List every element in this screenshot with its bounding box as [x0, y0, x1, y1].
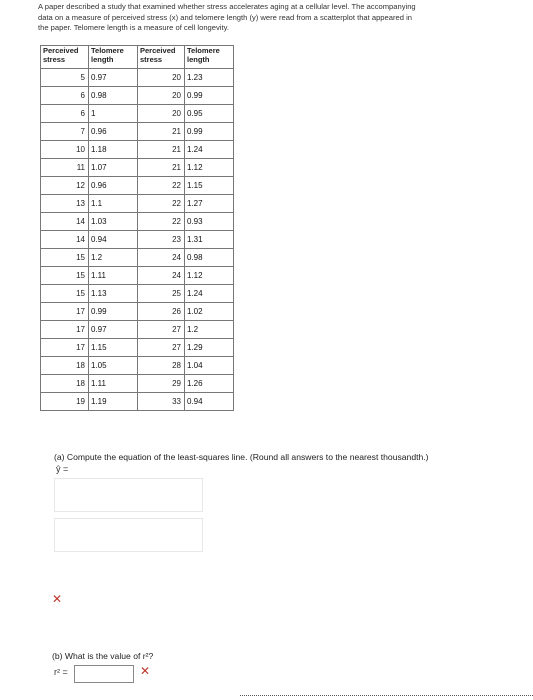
- cell-stress-b: 22: [138, 213, 185, 231]
- table-row: [41, 339, 234, 357]
- cell-length-a: 0.98: [89, 87, 138, 105]
- cell-length-b: 1.15: [185, 177, 234, 195]
- cell-stress-b: 27: [138, 321, 185, 339]
- cell-stress-b: 21: [138, 123, 185, 141]
- cell-length-a: 1.05: [89, 357, 138, 375]
- cell-stress-a: 15: [41, 285, 89, 303]
- data-table: [40, 45, 234, 411]
- intro-line-3: the paper. Telomere length is a measure of cell longevity.: [38, 23, 229, 33]
- cell-length-a: 1.15: [89, 339, 138, 357]
- cell-stress-b: 20: [138, 105, 185, 123]
- table-body: [41, 69, 234, 411]
- answer-box-a1[interactable]: [54, 478, 203, 512]
- incorrect-icon-b: ✕: [140, 664, 151, 678]
- table-row: [41, 231, 234, 249]
- cell-stress-b: 28: [138, 357, 185, 375]
- cell-stress-a: 19: [41, 393, 89, 411]
- table-row: [41, 321, 234, 339]
- cell-length-b: 0.94: [185, 393, 234, 411]
- cell-length-b: 0.99: [185, 87, 234, 105]
- header-length-b: Telomere length: [185, 46, 234, 69]
- header-stress-a: Perceived stress: [41, 46, 89, 69]
- cell-stress-b: 21: [138, 159, 185, 177]
- r2-label: r² =: [54, 667, 68, 677]
- table-row: [41, 87, 234, 105]
- table-row: [41, 375, 234, 393]
- cell-length-b: 1.23: [185, 69, 234, 87]
- cell-stress-b: 20: [138, 69, 185, 87]
- cell-length-a: 1.11: [89, 375, 138, 393]
- cell-stress-a: 18: [41, 357, 89, 375]
- cell-stress-b: 29: [138, 375, 185, 393]
- cell-length-b: 1.24: [185, 141, 234, 159]
- cell-stress-a: 17: [41, 303, 89, 321]
- yhat-label: ŷ =: [56, 464, 69, 474]
- cell-stress-b: 22: [138, 195, 185, 213]
- intro-line-1: A paper described a study that examined whether stress accelerates aging at a cellular level. The accompanying: [38, 2, 416, 11]
- table-row: [41, 357, 234, 375]
- cell-length-a: 0.94: [89, 231, 138, 249]
- cell-length-a: 0.97: [89, 69, 138, 87]
- cell-stress-b: 23: [138, 231, 185, 249]
- cell-stress-b: 27: [138, 339, 185, 357]
- table-row: [41, 177, 234, 195]
- cell-length-b: 1.12: [185, 159, 234, 177]
- cell-length-a: 1: [89, 105, 138, 123]
- cell-stress-a: 17: [41, 321, 89, 339]
- cell-stress-b: 24: [138, 249, 185, 267]
- cell-stress-a: 15: [41, 249, 89, 267]
- question-b: (b) What is the value of r²?: [52, 651, 154, 661]
- cell-length-b: 0.95: [185, 105, 234, 123]
- cell-stress-a: 17: [41, 339, 89, 357]
- header-length-a: Telomere length: [89, 46, 138, 69]
- answer-box-a2[interactable]: [54, 518, 203, 552]
- cell-length-b: 1.2: [185, 321, 234, 339]
- cell-length-b: 1.02: [185, 303, 234, 321]
- table-row: [41, 123, 234, 141]
- cell-stress-a: 6: [41, 87, 89, 105]
- cell-length-a: 1.2: [89, 249, 138, 267]
- cell-stress-b: 26: [138, 303, 185, 321]
- table-row: [41, 69, 234, 87]
- question-a: (a) Compute the equation of the least-squares line. (Round all answers to the nearest thousandth.): [54, 452, 429, 462]
- cell-stress-b: 25: [138, 285, 185, 303]
- problem-intro: [38, 2, 533, 34]
- cell-length-a: 1.11: [89, 267, 138, 285]
- cell-length-b: 1.24: [185, 285, 234, 303]
- cell-length-b: 0.98: [185, 249, 234, 267]
- cell-stress-a: 11: [41, 159, 89, 177]
- cell-stress-a: 18: [41, 375, 89, 393]
- header-stress-b: Perceived stress: [138, 46, 185, 69]
- cell-length-b: 1.04: [185, 357, 234, 375]
- cell-length-a: 0.99: [89, 303, 138, 321]
- cell-stress-a: 5: [41, 69, 89, 87]
- cell-length-b: 1.26: [185, 375, 234, 393]
- cell-stress-b: 24: [138, 267, 185, 285]
- cell-length-a: 1.19: [89, 393, 138, 411]
- table-row: [41, 249, 234, 267]
- cell-length-a: 0.96: [89, 177, 138, 195]
- table-row: [41, 267, 234, 285]
- r2-input[interactable]: [74, 665, 134, 683]
- cell-length-a: 1.1: [89, 195, 138, 213]
- incorrect-icon: ✕: [52, 592, 63, 606]
- table-row: [41, 159, 234, 177]
- cell-length-a: 1.13: [89, 285, 138, 303]
- cell-stress-a: 14: [41, 213, 89, 231]
- cell-length-b: 1.29: [185, 339, 234, 357]
- table-row: [41, 195, 234, 213]
- cell-stress-a: 10: [41, 141, 89, 159]
- cell-length-b: 0.93: [185, 213, 234, 231]
- table-row: [41, 303, 234, 321]
- cell-stress-b: 21: [138, 141, 185, 159]
- cell-stress-a: 12: [41, 177, 89, 195]
- cell-stress-a: 13: [41, 195, 89, 213]
- cell-stress-b: 20: [138, 87, 185, 105]
- cell-stress-a: 15: [41, 267, 89, 285]
- table-row: [41, 105, 234, 123]
- table-row: [41, 213, 234, 231]
- cell-length-b: 1.27: [185, 195, 234, 213]
- cell-length-a: 1.03: [89, 213, 138, 231]
- cell-length-a: 1.07: [89, 159, 138, 177]
- table-row: [41, 141, 234, 159]
- cell-stress-a: 6: [41, 105, 89, 123]
- table-row: [41, 393, 234, 411]
- divider: [240, 695, 533, 696]
- table-header-row: [41, 46, 234, 69]
- cell-length-a: 1.18: [89, 141, 138, 159]
- cell-stress-a: 7: [41, 123, 89, 141]
- cell-stress-b: 22: [138, 177, 185, 195]
- cell-stress-a: 14: [41, 231, 89, 249]
- cell-length-b: 1.12: [185, 267, 234, 285]
- intro-line-2: data on a measure of perceived stress (x) and telomere length (y) were read from a scatterplot that appeared in: [38, 12, 412, 22]
- cell-length-b: 0.99: [185, 123, 234, 141]
- cell-length-b: 1.31: [185, 231, 234, 249]
- cell-length-a: 0.96: [89, 123, 138, 141]
- table-row: [41, 285, 234, 303]
- cell-length-a: 0.97: [89, 321, 138, 339]
- cell-stress-b: 33: [138, 393, 185, 411]
